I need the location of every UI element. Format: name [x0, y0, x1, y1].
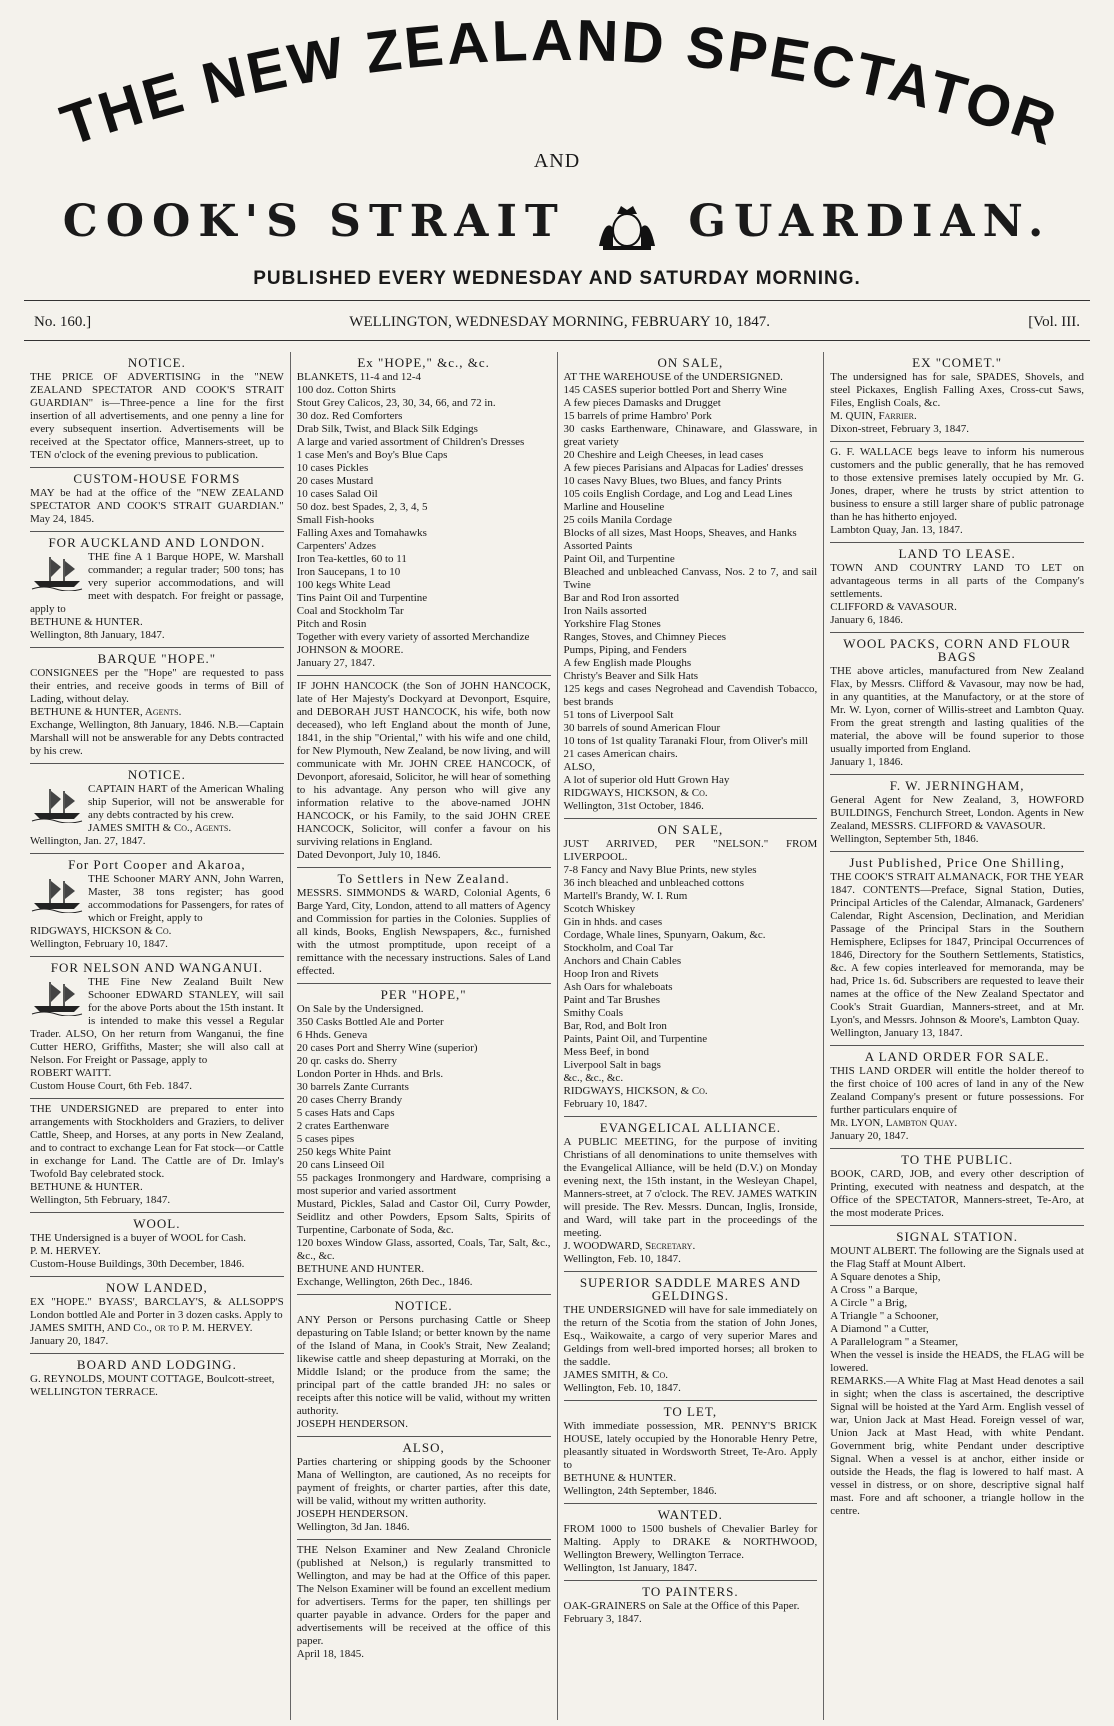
ad-date: Custom-House Buildings, 30th December, 1846. [30, 1258, 245, 1270]
advertisement [830, 1149, 1084, 1226]
advertisement [30, 468, 284, 532]
advertisement [564, 352, 818, 819]
advertisement [297, 1540, 551, 1666]
advertisement [30, 1354, 284, 1404]
ad-heading: F. W. JERNINGHAM, [889, 778, 1025, 793]
ad-body: THE PRICE OF ADVERTISING in the "NEW ZEALAND SPECTATOR AND COOK'S STRAIT GUARDIAN" is—Three-pence a line for the first insertion of all advertisements, and one penny a line for every subsequent insertion. Advertisements will be received at the Spectator office, Manners-street, up to TEN o'clock of the evening previous to publication. [30, 371, 284, 461]
advertisement [30, 1099, 284, 1213]
ad-body: G. REYNOLDS, MOUNT COTTAGE, Boulcott-street, [30, 1373, 275, 1385]
ad-signature: JAMES SMITH, & Co. [563, 1369, 668, 1381]
ad-date: Wellington, 8th January, 1847. [30, 629, 165, 641]
ad-body: TOWN AND COUNTRY LAND TO LET on advantageous terms in all parts of the Company's settlements. [830, 562, 1084, 600]
ad-signature: JOSEPH HENDERSON. [296, 1508, 408, 1520]
ad-body: THE fine A 1 Barque HOPE, W. Marshall commander; a regular trader; 500 tons; has very superior accommodations, and will meet with despatch. For freight or passage, apply to [30, 551, 284, 615]
ad-date: Wellington, January 13, 1847. [830, 1027, 963, 1039]
masthead-title-text: THE NEW ZEALAND SPECTATOR [53, 7, 1067, 159]
ad-date: Wellington, February 10, 1847. [30, 938, 168, 950]
issue-line [34, 314, 1080, 331]
ad-signature: P. M. HERVEY. [30, 1245, 101, 1257]
ad-signature: RIDGWAYS, HICKSON, & Co. [563, 1085, 708, 1097]
ad-date: January 20, 1847. [30, 1335, 109, 1347]
ad-heading: BOARD AND LODGING. [76, 1357, 237, 1372]
ad-date: Custom House Court, 6th Feb. 1847. [30, 1080, 192, 1092]
ad-heading: NOTICE. [127, 767, 186, 782]
column-4 [824, 352, 1090, 1720]
ad-heading: WANTED. [657, 1507, 723, 1522]
ad-signature: BETHUNE AND HUNTER. [296, 1263, 425, 1275]
ad-heading: CUSTOM-HOUSE FORMS [73, 471, 241, 486]
advertisement [30, 1277, 284, 1354]
ad-heading: Just Published, Price One Shilling, [849, 855, 1065, 870]
ad-heading: NOW LANDED, [106, 1280, 208, 1295]
ad-body: The undersigned has for sale, SPADES, Shovels, and steel Pickaxes, English Falling Axes, Cross-cut Saws, Files, English Coals, &c. [830, 371, 1084, 409]
ad-heading: A LAND ORDER FOR SALE. [864, 1049, 1050, 1064]
issue-dateline: WELLINGTON, WEDNESDAY MORNING, FEBRUARY 10, 1847. [349, 314, 770, 330]
advertisement [30, 352, 284, 468]
guardian-right: GUARDIAN. [688, 196, 1052, 247]
advertisement [830, 352, 1084, 442]
ad-date: January 27, 1847. [296, 657, 375, 669]
masthead [0, 0, 1114, 300]
ad-signature: JAMES SMITH, AND Co., or to P. M. HERVEY. [30, 1322, 253, 1334]
ad-signature: JOSEPH HENDERSON. [296, 1418, 408, 1430]
ad-heading: TO PAINTERS. [642, 1584, 739, 1599]
ad-signature: ROBERT WAITT. [30, 1067, 112, 1079]
ad-heading: WOOL PACKS, CORN AND FLOUR BAGS [843, 636, 1071, 664]
ad-heading: EX "COMET." [912, 355, 1003, 370]
ad-signature: BETHUNE & HUNTER, Agents. [30, 706, 182, 718]
advertisement [297, 1437, 551, 1540]
ad-body: CONSIGNEES per the "Hope" are requested to pass their entries, and receive goods in terms of Bill of Lading, without delay. [30, 667, 284, 705]
ad-body: With immediate possession, MR. PENNY'S BRICK HOUSE, lately occupied by the Honorable Henry Petre, pleasantly situated in Wordsworth Street, Te-Aro. Apply to [563, 1420, 818, 1471]
advertisement [30, 957, 284, 1099]
advertisement [30, 1213, 284, 1277]
ad-body: EX "HOPE." BYASS', BARCLAY'S, & ALLSOPP'S London bottled Ale and Porter in 3 dozen casks. Apply to [30, 1296, 284, 1321]
ad-body: MOUNT ALBERT. The following are the Signals used at the Flag Staff at Mount Albert. A Square denotes a Ship, A Cross " a Barque, A Circle " a Brig, A Triangle " a Schooner, A Diamond " a Cutter, A Parallelogram " a Steamer, When the vessel is inside the HEADS, the FLAG will be lowered. REMARKS.—A White Flag at Mast Head denotes a sail in sight; when the class is ascertained, the descriptive Signal will be hoisted at the Yard Arm. English vessel of war, Union Jack at Mast Head. Foreign vessel of war, Union Jack at Mast Head, with white Pendant. Government brig, white Pendant under descriptive Signal. When a vessel is at anchor, either inside or outside the Heads, the flag is lowered to half mast. A vessel in distress, or on shore, descriptive signal half mast. Fore and aft schooner, a triangle hollow in the centre. [830, 1245, 1084, 1517]
issue-volume: [Vol. III. [1028, 314, 1080, 330]
ad-body: CAPTAIN HART of the American Whaling ship Superior, will not be answerable for any debts contracted by his crew. [88, 783, 284, 821]
sailing-ship-icon [30, 978, 84, 1016]
ad-date: Exchange, Wellington, 26th Dec., 1846. [296, 1276, 473, 1288]
ad-heading: SUPERIOR SADDLE MARES AND GELDINGS. [579, 1275, 801, 1303]
ad-signature: BETHUNE & HUNTER. [30, 1181, 143, 1193]
ad-heading: NOTICE. [127, 355, 186, 370]
guardian-left: COOK'S STRAIT [62, 196, 566, 247]
top-rule [24, 300, 1090, 301]
column-1 [24, 352, 291, 1720]
ad-signature: J. WOODWARD, Secretary. [563, 1240, 696, 1252]
ad-date: Dated Devonport, July 10, 1846. [296, 849, 441, 861]
ad-body: BLANKETS, 11-4 and 12-4 100 doz. Cotton Shirts Stout Grey Calicos, 23, 30, 34, 66, and 72 in. 30 doz. Red Comforters Drab Silk, Twist, and Black Silk Edgings A large and varied assortment of Children's Dresses 1 case Men's and Boy's Blue Caps 10 cases Pickles 20 cases Mustard 10 cases Salad Oil 50 doz. best Spades, 2, 3, 4, 5 Small Fish-hooks Falling Axes and Tomahawks Carpenters' Adzes Iron Tea-kettles, 60 to 11 Iron Saucepans, 1 to 10 100 kegs White Lead Tins Paint Oil and Turpentine Coal and Stockholm Tar Pitch and Rosin Together with every variety of assorted Merchandize [296, 371, 530, 643]
advertisement [830, 1226, 1084, 1523]
advertisement [830, 775, 1084, 852]
ad-date: January 20, 1847. [830, 1130, 909, 1142]
sailing-ship-icon [30, 785, 84, 823]
ad-date: January 1, 1846. [830, 756, 903, 768]
ad-body: BOOK, CARD, JOB, and every other description of Printing, executed with neatness and despatch, at the Office of the SPECTATOR, Manners-street, Te-Aro, at the most moderate Prices. [830, 1168, 1084, 1219]
ad-body: JUST ARRIVED, PER "NELSON." FROM LIVERPOOL. 7-8 Fancy and Navy Blue Prints, new styles 36 inch bleached and unbleached cottons Martell's Brandy, W. I. Rum Scotch Whiskey Gin in hhds. and cases Cordage, Whale lines, Spunyarn, Oakum, &c. Stockholm, and Coal Tar Anchors and Chain Cables Hoop Iron and Rivets Ash Oars for whaleboats Paint and Tar Brushes Smithy Coals Bar, Rod, and Bolt Iron Paints, Paint Oil, and Turpentine Mess Beef, in bond Liverpool Salt in bags &c., &c., &c. [563, 838, 818, 1084]
svg-text:THE NEW ZEALAND SPECTATOR [53, 8, 1066, 159]
ad-body: THE Nelson Examiner and New Zealand Chronicle (published at Nelson,) is regularly transmitted to Wellington, and may be had at the Office of this paper. The Nelson Examiner will be found an excellent medium for advertisers. Terms for the paper, ten shillings per quarter payable in advance. Orders for the paper and advertisements will be received at the office of this paper. [296, 1544, 551, 1647]
ad-heading: ON SALE, [657, 822, 724, 837]
ad-body: OAK-GRAINERS on Sale at the Office of this Paper. [563, 1600, 800, 1612]
ad-date: Wellington, Feb. 10, 1847. [563, 1253, 681, 1265]
ad-date: Exchange, Wellington, 8th January, 1846. N.B.—Captain Marshall will not be answerable for any Debts contracted by his crew. [30, 719, 284, 757]
ad-signature: BETHUNE & HUNTER. [30, 616, 143, 628]
ad-signature: JAMES SMITH & Co., Agents. [88, 822, 232, 834]
advertisement [564, 1504, 818, 1581]
ad-heading: TO LET, [663, 1404, 718, 1419]
advertisement [30, 764, 284, 854]
ad-signature: RIDGWAYS, HICKSON & Co. [30, 925, 172, 937]
ad-body: THE UNDERSIGNED will have for sale immediately on the return of the Scotia from the station of John Jones, Esq., Waikowaite, a cargo of very superior Mares and Geldings from well-bred imported horses; all broken to the saddle. [563, 1304, 818, 1368]
advertisement [30, 854, 284, 957]
ad-signature: JOHNSON & MOORE. [296, 644, 404, 656]
ad-signature: RIDGWAYS, HICKSON, & Co. [563, 787, 708, 799]
ad-columns [24, 352, 1090, 1720]
masthead-guardian [60, 196, 1054, 252]
ad-heading: WOOL. [133, 1216, 181, 1231]
ad-signature: WELLINGTON TERRACE. [30, 1386, 158, 1398]
ad-body: Parties chartering or shipping goods by the Schooner Mana of Wellington, are cautioned, As no receipts for payment of freights, or charter parties, after this date, will be valid, without my written authority. [296, 1456, 551, 1507]
ad-heading: FOR AUCKLAND AND LONDON. [48, 535, 266, 550]
ad-heading: Ex "HOPE," &c., &c. [357, 355, 490, 370]
ad-body: On Sale by the Undersigned. 350 Casks Bottled Ale and Porter 6 Hhds. Geneva 20 cases Port and Sherry Wine (superior) 20 qr. casks do. Sherry London Porter in Hhds. and Brls. 30 barrels Zante Currants 20 cases Cherry Brandy 5 cases Hats and Caps 2 crates Earthenware 5 cases pipes 250 kegs White Paint 20 cans Linseed Oil 55 packages Ironmongery and Hardware, comprising a most superior and varied assortment Mustard, Pickles, Salad and Castor Oil, Curry Powder, Seidlitz and other Powders, Epsom Salts, Spirits of Turpentine, Carbonate of Soda, &c. 120 boxes Window Glass, assorted, Coals, Tar, Salt, &c., &c., &c. [296, 1003, 551, 1262]
ad-date: Lambton Quay, Jan. 13, 1847. [830, 524, 963, 536]
ad-body: AT THE WAREHOUSE of the UNDERSIGNED. 145 CASES superior bottled Port and Sherry Wine A few pieces Damasks and Drugget 15 barrels of prime Hambro' Pork 30 casks Earthenware, Chinaware, and Glassware, in great variety 20 Cheshire and Leigh Cheeses, in lead cases A few pieces Parisians and Alpacas for Ladies' dresses 10 cases Navy Blues, two Blues, and fancy Prints 105 coils English Cordage, and Log and Lead Lines Marline and Houseline 25 coils Manila Cordage Blocks of all sizes, Mast Hoops, Sheaves, and Hanks Assorted Paints Paint Oil, and Turpentine Bleached and unbleached Canvass, Nos. 2 to 7, and sail Twine Bar and Rod Iron assorted Iron Nails assorted Yorkshire Flag Stones Ranges, Stoves, and Chimney Pieces Pumps, Piping, and Fenders A few English made Ploughs Christy's Beaver and Silk Hats 125 kegs and cases Negrohead and Cavendish Tobacco, best brands 51 tons of Liverpool Salt 30 barrels of sound American Flour 10 tons of 1st quality Taranaki Flour, from Oliver's mill 21 cases American chairs. ALSO, A lot of superior old Hutt Grown Hay [563, 371, 818, 786]
ad-body: MAY be had at the office of the "NEW ZEALAND SPECTATOR AND COOK'S STRAIT GUARDIAN." May 24, 1845. [30, 487, 284, 525]
ad-body: MESSRS. SIMMONDS & WARD, Colonial Agents, 6 Barge Yard, City, London, attend to all matters of Agency and Commission for parties in the Colonies. Supplies of all kinds, Books, English Newspapers, &c., furnished with the utmost promptitude, upon receipt of a remittance with the necessary instructions. Sales of Land effected. [296, 887, 551, 977]
ad-body: THE above articles, manufactured from New Zealand Flax, by Messrs. Clifford & Vavasour, may now be had, in any quantities, at the Manufactory, or at the store of Mr. W. Lyon, corner of Willis-street and Lambton Quay. From the great strength and lasting qualities of the material, the above will be found superior to those usually imported from England. [830, 665, 1084, 755]
ad-heading: ON SALE, [657, 355, 724, 370]
ad-date: February 10, 1847. [563, 1098, 648, 1110]
ad-heading: For Port Cooper and Akaroa, [68, 857, 246, 872]
column-2 [291, 352, 558, 1720]
ad-body: FROM 1000 to 1500 bushels of Chevalier Barley for Malting. Apply to DRAKE & NORTHWOOD, Wellington Brewery, Wellington Terrace. [563, 1523, 818, 1561]
ad-body: THE Undersigned is a buyer of WOOL for Cash. [30, 1232, 246, 1244]
ad-heading: LAND TO LEASE. [898, 546, 1016, 561]
ad-date: February 3, 1847. [563, 1613, 642, 1625]
ad-heading: SIGNAL STATION. [896, 1229, 1019, 1244]
ad-body: THE Fine New Zealand Built New Schooner EDWARD STANLEY, will sail for the above Ports about the 15th instant. It is intended to make this vessel a Regular Trader. ALSO, On her return from Wanganui, the fine Cutter HERO, Griffiths, Master; she will also call at Nelson. For Freight or Passage, apply to [30, 976, 284, 1066]
advertisement [297, 868, 551, 984]
column-3 [558, 352, 825, 1720]
ad-heading: To Settlers in New Zealand. [337, 871, 510, 886]
ad-date: April 18, 1845. [296, 1648, 364, 1660]
ad-body: THE UNDERSIGNED are prepared to enter into arrangements with Stockholders and Graziers, to deliver Cattle, Sheep, and Horses, at any ports in New Zealand, and to contract to exchange Lean for Fat stock—or Cattle in exchange for Land. The Cattle are of Dr. Imlay's Twofold Bay celebrated stock. [30, 1103, 284, 1180]
ad-heading: ALSO, [402, 1440, 445, 1455]
ad-date: Wellington, Jan. 27, 1847. [30, 835, 146, 847]
ad-body: G. F. WALLACE begs leave to inform his numerous customers and the public generally, that he has removed to those extensive premises lately occupied by Mr. G. Jones, draper, where he trusts by strict attention to business to ensure a still larger share of public patronage than he has hitherto enjoyed. [830, 446, 1084, 523]
ad-signature: Mr. LYON, Lambton Quay. [830, 1117, 958, 1129]
ad-heading: TO THE PUBLIC. [901, 1152, 1014, 1167]
ad-date: Wellington, 31st October, 1846. [563, 800, 704, 812]
advertisement [830, 442, 1084, 543]
issue-number: No. 160.] [34, 314, 92, 330]
ad-date: Wellington, 1st January, 1847. [563, 1562, 697, 1574]
ad-body: A PUBLIC MEETING, for the purpose of inviting Christians of all denominations to unite themselves with the Evangelical Alliance, will be held (D.V.) on Monday evening next, the 15th instant, in the Wesleyan Chapel, Manners-street, at 7 o'clock. The REV. JAMES WATKIN will preside. The Rev. Messrs. Duncan, Inglis, Ironside, and Ward, will take part in the proceedings of the meeting. [563, 1136, 818, 1239]
ad-heading: BARQUE "HOPE." [97, 651, 217, 666]
ad-heading: PER "HOPE," [380, 987, 467, 1002]
ad-date: January 6, 1846. [830, 614, 903, 626]
ad-body: General Agent for New Zealand, 3, HOWFORD BUILDINGS, Fenchurch Street, London. Agents in New Zealand, MESSRS. CLIFFORD & VAVASOUR. [830, 794, 1084, 832]
advertisement [830, 543, 1084, 633]
ad-body: ANY Person or Persons purchasing Cattle or Sheep depasturing on Table Island; or better known by the name of the Island of Mana, in Cook's Strait, New Zealand; likewise cattle and sheep depasturing at Morraki, on the Middle Island; or the produce from the same; the principal part of the cattle branded JH: no sales or receipts after this notice will be valid, without my written authority. [296, 1314, 551, 1417]
advertisement [297, 352, 551, 676]
ad-date: Wellington, 24th September, 1846. [563, 1485, 717, 1497]
advertisement [830, 852, 1084, 1046]
ad-date: Wellington, September 5th, 1846. [830, 833, 979, 845]
ad-body: THE Schooner MARY ANN, John Warren, Master, 38 tons register; has good accommodations for Passengers, for rates of which or Freight, apply to [88, 873, 284, 924]
ad-body: THE COOK'S STRAIT ALMANACK, FOR THE YEAR 1847. CONTENTS—Preface, Signal Station, Duties, Principal Articles of the Calendar, Almanack, Gardeners' Calendar, Right Ascension, Declination, and Meridian Passage of the Principal Stars in the Southern Hemisphere, Eclipses for 1847, Principal Occurrences of 1846, Directory for the Southern Settlements, Statistics, &c. A few copies interleaved for memoranda, may be had, Price 1s. 6d. Subscribers are requested to leave their names at the office of the New Zealand Spectator and Cook's Strait Guardian, Manners-street, and at Mr. Lyon's, and Messrs. Johnson & Moore's, Lambton Quay. [830, 871, 1084, 1026]
advertisement [297, 1295, 551, 1437]
ad-date: Wellington, 5th February, 1847. [30, 1194, 171, 1206]
published-line: PUBLISHED EVERY WEDNESDAY AND SATURDAY MORNING. [253, 268, 861, 289]
masthead-and: AND [533, 150, 581, 172]
ad-signature: M. QUIN, Farrier. [830, 410, 917, 422]
ad-body: THIS LAND ORDER will entitle the holder thereof to the first choice of 100 acres of land in any of the New Zealand Company's present or future possessions. For further particulars enquire of [830, 1065, 1084, 1116]
advertisement [30, 648, 284, 764]
masthead-arched-title [0, 0, 1114, 160]
advertisement [30, 532, 284, 648]
ad-date: Wellington, 3d Jan. 1846. [296, 1521, 410, 1533]
royal-crest-icon [595, 198, 659, 252]
advertisement [564, 1117, 818, 1272]
advertisement [830, 1046, 1084, 1149]
ad-heading: NOTICE. [394, 1298, 453, 1313]
ad-signature: BETHUNE & HUNTER. [563, 1472, 677, 1484]
ad-heading: EVANGELICAL ALLIANCE. [599, 1120, 782, 1135]
advertisement [564, 1272, 818, 1401]
sailing-ship-icon [30, 875, 84, 913]
advertisement [297, 676, 551, 868]
sailing-ship-icon [30, 553, 84, 591]
ad-body: IF JOHN HANCOCK (the Son of JOHN HANCOCK, late of Her Majesty's Dockyard at Devonport, Esquire, and DEBORAH JUST HANCOCK, his wife, both now deceased), who left England about the month of June, 1841, in the ship "Oriental," with his wife and one child, for New Plymouth, New Zealand, be now living, and will communicate with Mr. JOHN CREE HANCOCK, of Devonport, aforesaid, Solicitor, he will hear of something to his advantage. Any person who will give any information relative to the above-named JOHN HANCOCK, or his Family, to the said JOHN CREE HANCOCK, Solicitor, will confer a favour on his surviving relations in England. [296, 680, 551, 848]
advertisement [564, 1401, 818, 1504]
advertisement [564, 1581, 818, 1631]
issue-rule [24, 340, 1090, 341]
advertisement [564, 819, 818, 1117]
advertisement [297, 984, 551, 1295]
ad-date: Wellington, Feb. 10, 1847. [563, 1382, 681, 1394]
ad-heading: FOR NELSON AND WANGANUI. [50, 960, 263, 975]
ad-signature: CLIFFORD & VAVASOUR. [830, 601, 957, 613]
advertisement [830, 633, 1084, 775]
ad-date: Dixon-street, February 3, 1847. [830, 423, 969, 435]
